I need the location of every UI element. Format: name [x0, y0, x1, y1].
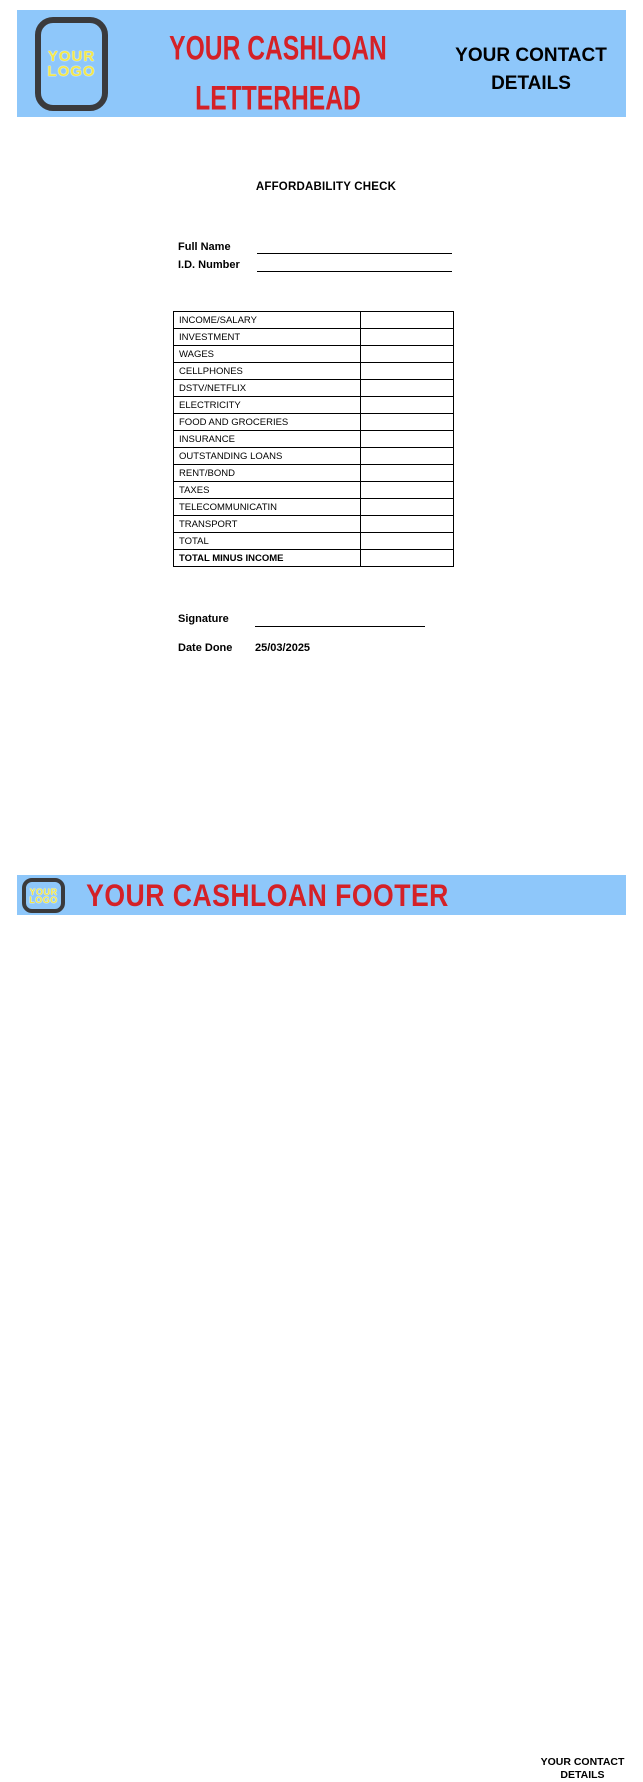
expense-value-cell[interactable] — [361, 516, 454, 533]
footer-logo — [22, 878, 65, 913]
table-row — [174, 414, 454, 431]
expense-label: TELECOMMUNICATIN — [174, 499, 361, 516]
expense-value-cell[interactable] — [361, 465, 454, 482]
table-row — [174, 482, 454, 499]
footer-contact-details — [522, 1756, 643, 1782]
date-done-value: 25/03/2025 — [255, 642, 311, 654]
page-title: AFFORDABILITY CHECK — [255, 181, 397, 193]
expense-label: DSTV/NETFLIX — [174, 380, 361, 397]
expense-value-cell[interactable] — [361, 380, 454, 397]
footer-contact-line2: DETAILS — [560, 1769, 605, 1781]
id-number-label: I.D. Number — [178, 259, 240, 271]
expense-label: FOOD AND GROCERIES — [174, 414, 361, 431]
expense-value-cell[interactable] — [361, 448, 454, 465]
table-row — [174, 346, 454, 363]
table-row — [174, 448, 454, 465]
logo-text-line1: YOUR — [47, 48, 96, 65]
expense-label: TOTAL MINUS INCOME — [174, 550, 361, 567]
expense-label: TRANSPORT — [174, 516, 361, 533]
expense-value-cell[interactable] — [361, 482, 454, 499]
footer-contact-line1: YOUR CONTACT — [540, 1756, 625, 1768]
expense-value-cell[interactable] — [361, 346, 454, 363]
expense-table-body — [174, 312, 454, 567]
expense-value-cell[interactable] — [361, 431, 454, 448]
table-row — [174, 380, 454, 397]
expense-value-cell[interactable] — [361, 312, 454, 329]
logo-text-line2: LOGO — [47, 63, 96, 80]
expense-label: WAGES — [174, 346, 361, 363]
footer-logo-text-line1: YOUR — [29, 886, 58, 897]
signature-label: Signature — [178, 613, 229, 625]
expense-label: INSURANCE — [174, 431, 361, 448]
id-number-field[interactable] — [257, 271, 452, 272]
header-band — [17, 10, 626, 117]
expense-label: TOTAL — [174, 533, 361, 550]
expense-value-cell[interactable] — [361, 329, 454, 346]
expense-value-cell[interactable] — [361, 499, 454, 516]
expense-value-cell[interactable] — [361, 533, 454, 550]
date-done-label: Date Done — [178, 642, 233, 654]
table-row — [174, 533, 454, 550]
expense-label: INVESTMENT — [174, 329, 361, 346]
expense-value-cell[interactable] — [361, 397, 454, 414]
expense-table — [173, 311, 454, 567]
expense-value-cell[interactable] — [361, 550, 454, 567]
expense-label: INCOME/SALARY — [174, 312, 361, 329]
footer-title: YOUR CASHLOAN FOOTER — [86, 878, 449, 913]
letterhead-title-line2: LETTERHEAD — [195, 79, 361, 117]
table-row — [174, 363, 454, 380]
table-row — [174, 329, 454, 346]
expense-label: TAXES — [174, 482, 361, 499]
header-contact-line2: DETAILS — [491, 73, 571, 94]
table-row — [174, 465, 454, 482]
table-row — [174, 431, 454, 448]
letterhead-title-line1: YOUR CASHLOAN — [169, 29, 387, 67]
footer-logo-text-line2: LOGO — [29, 894, 58, 905]
signature-field[interactable] — [255, 626, 425, 627]
company-logo — [35, 17, 108, 111]
header-contact-line1: YOUR CONTACT — [455, 45, 607, 66]
table-row — [174, 550, 454, 567]
expense-label: CELLPHONES — [174, 363, 361, 380]
expense-label: ELECTRICITY — [174, 397, 361, 414]
table-row — [174, 397, 454, 414]
header-contact-details — [441, 42, 621, 98]
full-name-label: Full Name — [178, 241, 231, 253]
expense-label: OUTSTANDING LOANS — [174, 448, 361, 465]
expense-label: RENT/BOND — [174, 465, 361, 482]
full-name-field[interactable] — [257, 253, 452, 254]
expense-value-cell[interactable] — [361, 414, 454, 431]
letterhead-title — [150, 23, 407, 123]
expense-value-cell[interactable] — [361, 363, 454, 380]
table-row — [174, 312, 454, 329]
table-row — [174, 516, 454, 533]
table-row — [174, 499, 454, 516]
